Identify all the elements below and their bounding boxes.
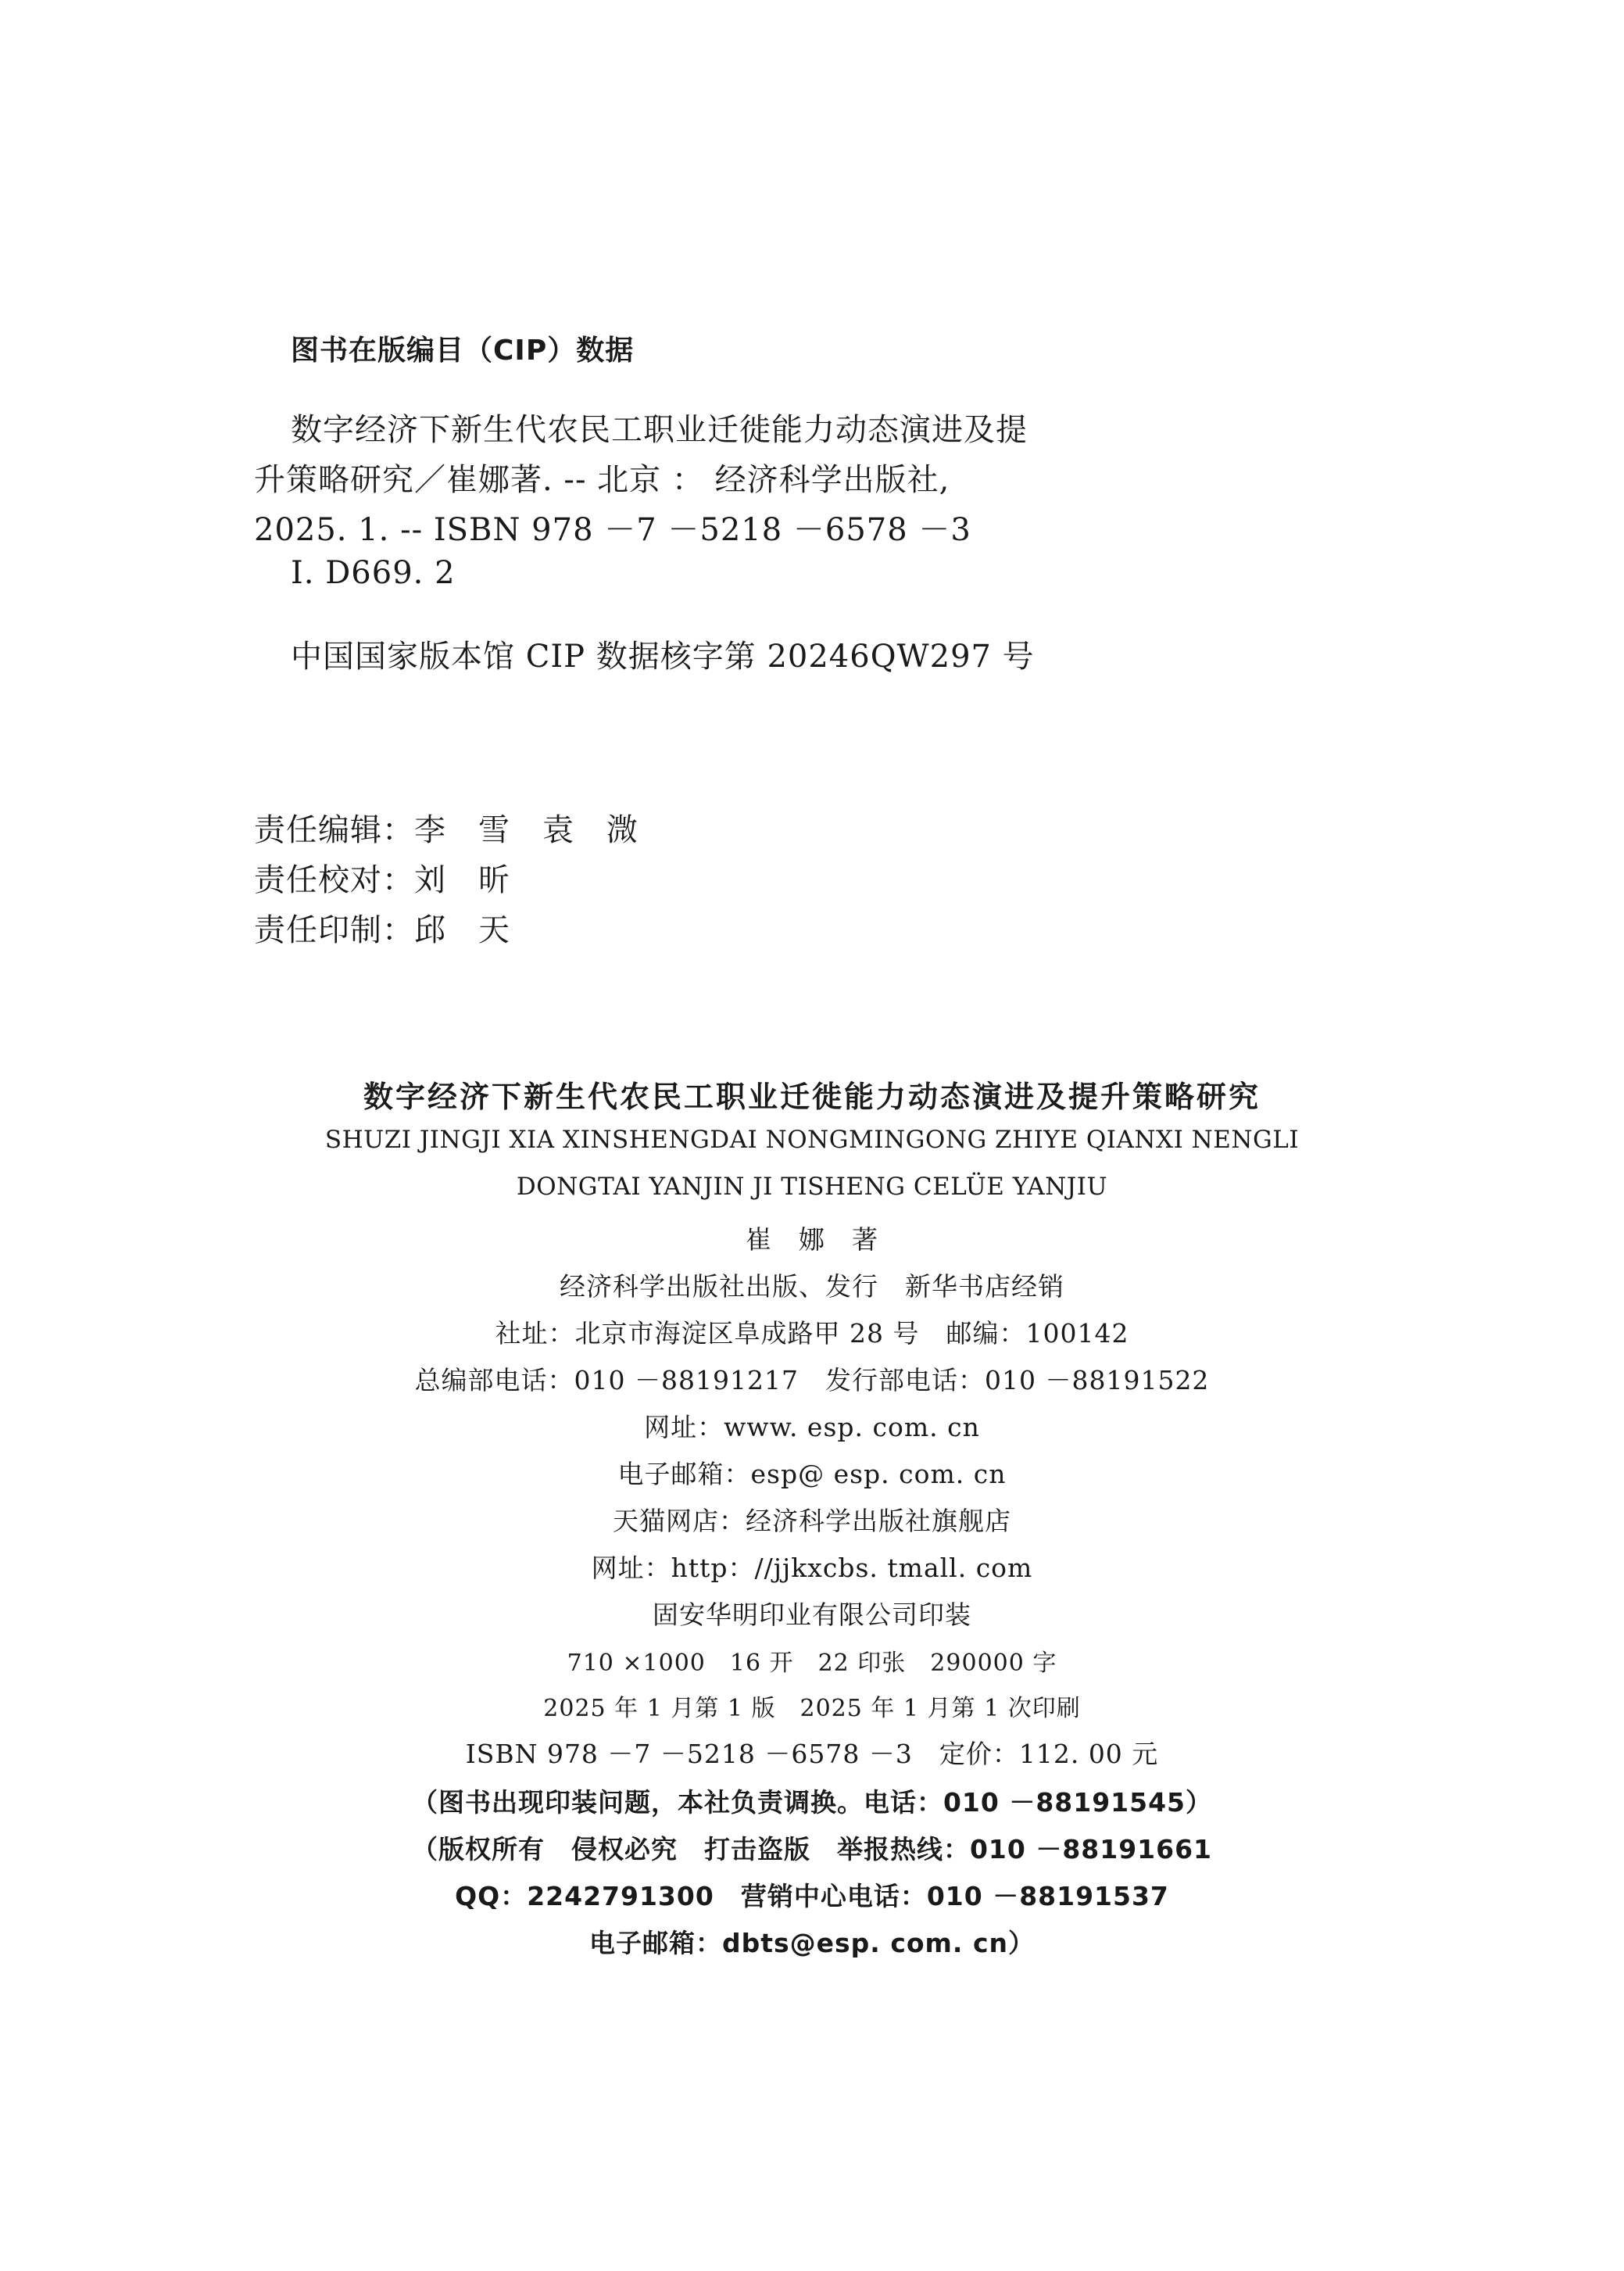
- colophon-tmall-store: 天猫网店：经济科学出版社旗舰店: [613, 1506, 1011, 1536]
- colophon-printer: 固安华明印业有限公司印装: [653, 1599, 971, 1630]
- colophon-website: 网址：www. esp. com. cn: [644, 1412, 980, 1442]
- cip-line-4: Ⅰ. D669. 2: [291, 555, 456, 591]
- colophon-tmall-url: 网址：http：//jjkxcbs. tmall. com: [591, 1553, 1033, 1583]
- colophon-title-pinyin-2: DONGTAI YANJIN JI TISHENG CELÜE YANJIU: [516, 1173, 1108, 1201]
- cip-library-note: 中国国家版本馆 CIP 数据核字第 20246QW297 号: [291, 639, 1035, 675]
- colophon-address: 社址：北京市海淀区阜成路甲 28 号 邮编：100142: [495, 1318, 1129, 1349]
- credit-proofreader: 责任校对：刘 昕: [254, 862, 510, 898]
- colophon-format: 710 ×1000 16 开 22 印张 290000 字: [567, 1650, 1057, 1677]
- credit-editor: 责任编辑：李 雪 袁 溦: [254, 812, 639, 848]
- colophon-notice-3: QQ：2242791300 营销中心电话：010 －88191537: [455, 1881, 1169, 1911]
- colophon-notice-2: （版权所有 侵权必究 打击盗版 举报热线：010 －88191661: [411, 1834, 1213, 1864]
- colophon-isbn-price: ISBN 978 －7 －5218 －6578 －3 定价：112. 00 元: [465, 1739, 1159, 1769]
- colophon-phones: 总编部电话：010 －88191217 发行部电话：010 －88191522: [414, 1365, 1210, 1395]
- colophon-notice-1: （图书出现印装问题，本社负责调换。电话：010 －88191545）: [411, 1787, 1213, 1818]
- colophon-publisher: 经济科学出版社出版、发行 新华书店经销: [560, 1271, 1064, 1302]
- colophon-email: 电子邮箱：esp@ esp. com. cn: [617, 1459, 1007, 1489]
- cip-line-2: 升策略研究／崔娜著. -- 北京 ： 经济科学出版社,: [254, 462, 950, 498]
- cip-heading: 图书在版编目（CIP）数据: [291, 335, 635, 367]
- credit-printing: 责任印制：邱 天: [254, 912, 510, 948]
- colophon-title-zh: 数字经济下新生代农民工职业迁徙能力动态演进及提升策略研究: [363, 1080, 1261, 1114]
- colophon-author: 崔 娜 著: [746, 1224, 878, 1255]
- colophon-edition: 2025 年 1 月第 1 版 2025 年 1 月第 1 次印刷: [543, 1695, 1081, 1722]
- cip-line-3: 2025. 1. -- ISBN 978 －7 －5218 －6578 －3: [254, 512, 971, 548]
- cip-line-1: 数字经济下新生代农民工职业迁徙能力动态演进及提: [291, 412, 1028, 448]
- colophon-title-pinyin-1: SHUZI JINGJI XIA XINSHENGDAI NONGMINGONG ZHIYE QIANXI NENGLI: [324, 1126, 1300, 1154]
- colophon-notice-4: 电子邮箱：dbts@esp. com. cn）: [588, 1928, 1036, 1958]
